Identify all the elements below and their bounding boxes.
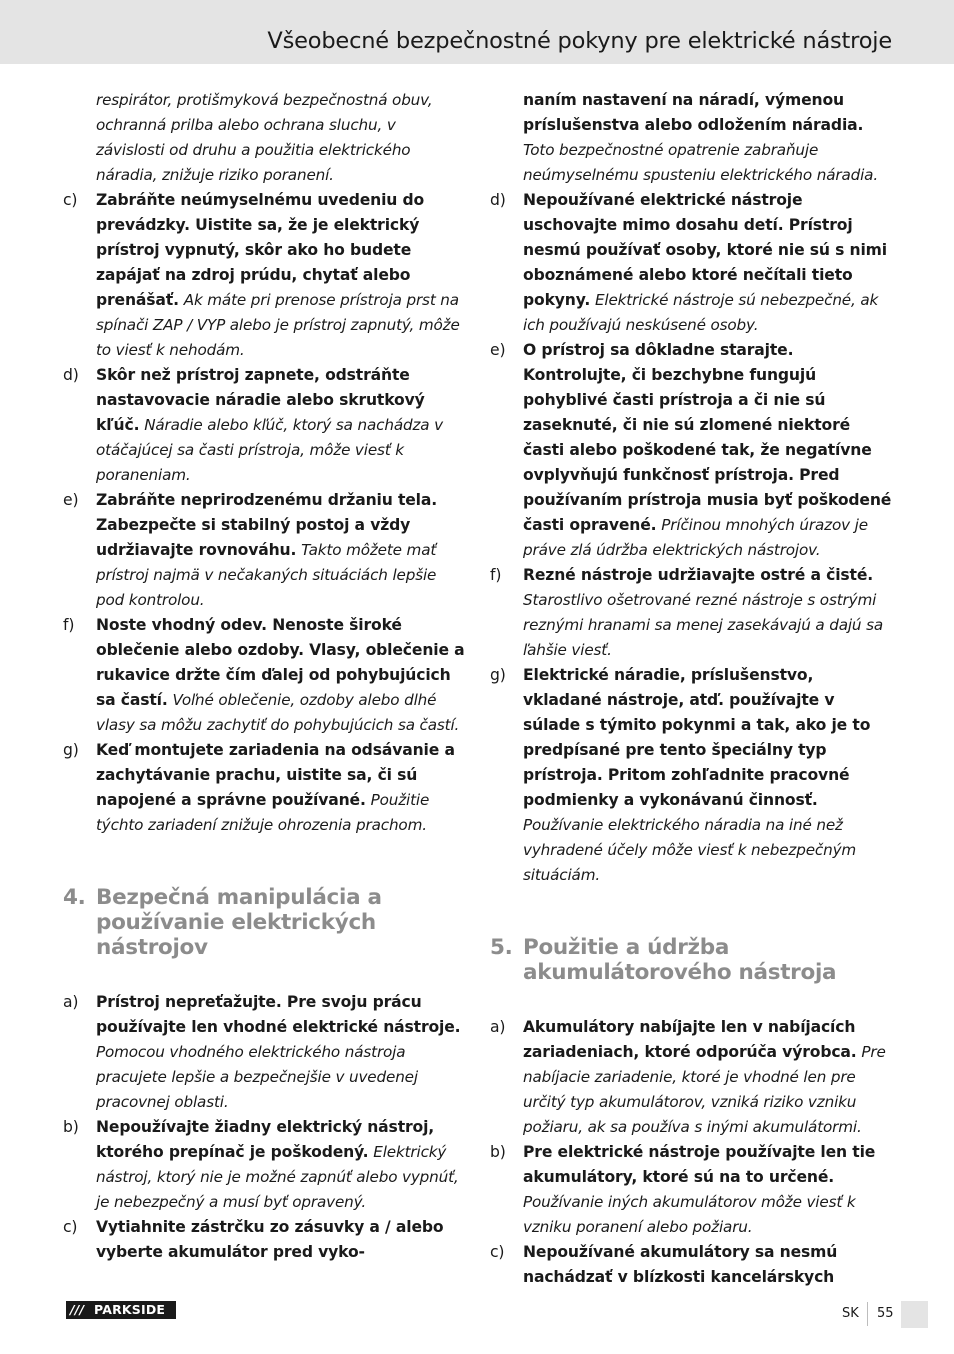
continuation-text <box>63 88 465 188</box>
item-instruction: Vytiahnite zástrčku zo zásuvky a / alebo vyberte akumulátor pred vyko- <box>96 1218 444 1261</box>
list-item <box>63 738 465 838</box>
item-instruction: Pre elektrické nástroje používajte len tie akumulátory, ktoré sú na to určené. <box>523 1143 876 1186</box>
item-label: c) <box>490 1243 505 1261</box>
item-explanation: Používanie iných akumulátorov môže viesť k vzniku poranení alebo požiaru. <box>523 1193 856 1236</box>
page-header <box>0 0 954 64</box>
item-instruction: Akumulátory nabíjajte len v nabíjacích zariadeniach, ktoré odporúča výrobca. <box>523 1018 857 1061</box>
continuation-italic: respirátor, protišmyková bezpečnostná obuv, ochranná prilba alebo ochrana sluchu, v závislosti od druhu a použitia elektrického náradia, znižuje riziko poranení. <box>96 91 433 184</box>
item-instruction: Keď montujete zariadenia na odsávanie a zachytávanie prachu, uistite sa, či sú napojené a správne používané. <box>96 741 455 809</box>
list-item <box>490 1015 892 1140</box>
list-item <box>490 1140 892 1240</box>
item-label: f) <box>63 616 75 634</box>
item-instruction: O prístroj sa dôkladne starajte. Kontrolujte, či bezchybne fungujú pohyblivé časti prístroja a či nie sú zaseknuté, či nie sú zlomené niektoré časti alebo poškodené tak, že negatívne ovplyvňujú funkčnosť prístroja. Pred používaním prístroja musia byť poškodené časti opravené. <box>523 341 892 534</box>
right-column <box>490 88 892 1290</box>
list-item <box>490 188 892 338</box>
item-label: b) <box>63 1118 79 1136</box>
list-item <box>63 363 465 488</box>
item-label: b) <box>490 1143 506 1161</box>
section-title: Bezpečná manipulácia a používanie elektrických nástrojov <box>96 885 382 960</box>
item-label: a) <box>63 993 79 1011</box>
item-label: f) <box>490 566 502 584</box>
item-instruction: Nepoužívané elektrické nástroje uschovajte mimo dosahu detí. Prístroj nesmú používať osoby, ktoré nie sú s nimi oboznámené alebo ktoré nečítali tieto pokyny. <box>523 191 887 309</box>
page-corner-box <box>901 1301 928 1328</box>
item-explanation: Voľné oblečenie, ozdoby alebo dlhé vlasy sa môžu zachytiť do pohybujúcich sa častí. <box>96 691 460 734</box>
page-title: Všeobecné bezpečnostné pokyny pre elektrické nástroje <box>267 28 892 54</box>
item-explanation: Náradie alebo kľúč, ktorý sa nachádza v otáčajúcej sa časti prístroja, môže viesť k poraneniam. <box>96 416 443 484</box>
item-label: g) <box>63 741 79 759</box>
footer-divider <box>867 1302 868 1326</box>
continuation-italic: Toto bezpečnostné opatrenie zabraňuje neúmyselnému spusteniu elektrického náradia. <box>523 141 878 184</box>
item-instruction: Skôr než prístroj zapnete, odstráňte nastavovacie náradie alebo skrutkový kľúč. <box>96 366 425 434</box>
item-instruction: Nepoužívajte žiadny elektrický nástroj, ktorého prepínač je poškodený. <box>96 1118 435 1161</box>
list-item <box>63 1215 465 1265</box>
list-item <box>63 1115 465 1215</box>
item-instruction: Prístroj nepreťažujte. Pre svoju prácu používajte len vhodné elektrické nástroje. <box>96 993 461 1036</box>
list-item <box>63 188 465 363</box>
item-explanation: Príčinou mnohých úrazov je práve zlá údržba elektrických nástrojov. <box>523 516 868 559</box>
item-explanation: Pomocou vhodného elektrického nástroja pracujete lepšie a bezpečnejšie v uvedenej pracovnej oblasti. <box>96 1043 418 1111</box>
continuation-text <box>490 88 892 188</box>
logo-stripes-icon: /// <box>70 1302 85 1317</box>
section-number: 4. <box>63 885 86 910</box>
item-label: e) <box>490 341 506 359</box>
item-explanation: Pre nabíjacie zariadenie, ktoré je vhodné len pre určitý typ akumulátorov, vzniká riziko vzniku požiaru, ak sa používa s inými akumulátormi. <box>523 1043 886 1136</box>
section-heading <box>490 935 892 985</box>
item-explanation: Elektrické nástroje sú nebezpečné, ak ich používajú neskúsené osoby. <box>523 291 879 334</box>
item-instruction: Nepoužívané akumulátory sa nesmú nachádzať v blízkosti kancelárskych <box>523 1243 838 1286</box>
list-item <box>63 613 465 738</box>
page-number: 55 <box>877 1306 894 1321</box>
section-heading <box>63 885 465 960</box>
item-label: c) <box>63 1218 78 1236</box>
brand-name: PARKSIDE <box>94 1302 166 1317</box>
brand-logo <box>66 1301 176 1319</box>
list-item <box>490 663 892 888</box>
item-label: d) <box>63 366 79 384</box>
item-instruction: Zabráňte neúmyselnému uvedeniu do prevádzky. Uistite sa, že je elektrický prístroj vypnutý, skôr ako ho budete zapájať na zdroj prúdu, chytať alebo prenášať. <box>96 191 425 309</box>
item-label: c) <box>63 191 78 209</box>
list-item <box>490 563 892 663</box>
list-item <box>63 990 465 1115</box>
item-explanation: Takto môžete mať prístroj najmä v nečakaných situáciách lepšie pod kontrolou. <box>96 541 437 609</box>
item-instruction: Zabráňte neprirodzenému držaniu tela. Zabezpečte si stabilný postoj a vždy udržiavajte rovnováhu. <box>96 491 438 559</box>
item-explanation: Starostlivo ošetrované rezné nástroje s ostrými reznými hranami sa menej zasekávajú a dajú sa ľahšie viesť. <box>523 591 883 659</box>
list-item <box>490 1240 892 1290</box>
section-title: Použitie a údržba akumulátorového nástroja <box>523 935 837 985</box>
item-explanation: Použitie týchto zariadení znižuje ohrozenia prachom. <box>96 791 430 834</box>
item-label: e) <box>63 491 79 509</box>
list-item <box>63 488 465 613</box>
item-explanation: Elektrický nástroj, ktorý nie je možné zapnúť alebo vypnúť, je nebezpečný a musí byť opravený. <box>96 1143 459 1211</box>
item-explanation: Používanie elektrického náradia na iné než vyhradené účely môže viesť k nebezpečným situáciám. <box>523 816 857 884</box>
section-number: 5. <box>490 935 513 960</box>
item-label: d) <box>490 191 506 209</box>
item-explanation: Ak máte pri prenose prístroja prst na spínači ZAP / VYP alebo je prístroj zapnutý, môže to viesť k nehodám. <box>96 291 460 359</box>
item-instruction: Elektrické náradie, príslušenstvo, vkladané nástroje, atď. používajte v súlade s týmito pokynmi a tak, ako je to predpísané pre tento špeciálny typ prístroja. Pritom zohľadnite pracovné podmienky a vykonávanú činnosť. <box>523 666 871 809</box>
list-item <box>490 338 892 563</box>
item-instruction: Noste vhodný odev. Nenoste široké oblečenie alebo ozdoby. Vlasy, oblečenie a rukavice držte čím ďalej od pohybujúcich sa častí. <box>96 616 465 709</box>
continuation-bold: naním nastavení na náradí, výmenou príslušenstva alebo odložením náradia. <box>523 91 864 134</box>
item-instruction: Rezné nástroje udržiavajte ostré a čisté. <box>523 566 874 584</box>
language-code: SK <box>842 1306 859 1321</box>
item-label: a) <box>490 1018 506 1036</box>
left-column <box>63 88 465 1265</box>
item-label: g) <box>490 666 506 684</box>
